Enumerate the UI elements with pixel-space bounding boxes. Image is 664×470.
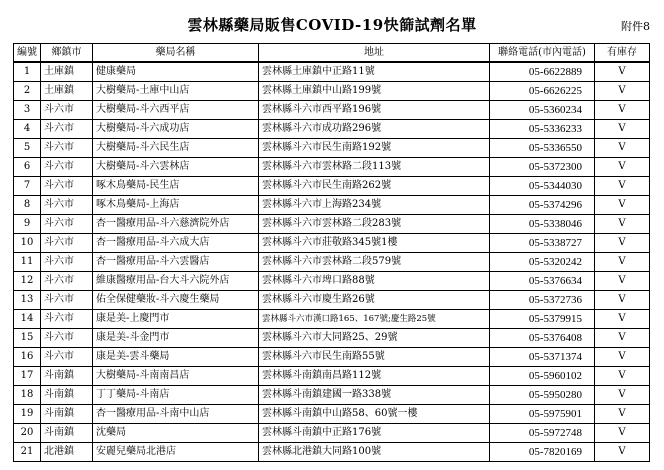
row-pharmacy-name: 大樹藥局-斗六民生店 <box>93 139 259 158</box>
row-number: 1 <box>14 62 41 82</box>
row-township: 斗南鎮 <box>41 424 93 443</box>
row-address: 雲林縣斗六市慶生路26號 <box>259 291 490 310</box>
row-in-stock: V <box>595 348 650 367</box>
table-row <box>14 405 650 424</box>
row-in-stock: V <box>595 234 650 253</box>
row-in-stock: V <box>595 386 650 405</box>
row-pharmacy-name: 健康藥局 <box>93 62 259 82</box>
row-pharmacy-name: 啄木鳥藥局-民生店 <box>93 177 259 196</box>
row-address: 雲林縣斗南鎮中正路176號 <box>259 424 490 443</box>
row-in-stock: V <box>595 291 650 310</box>
row-in-stock: V <box>595 424 650 443</box>
row-in-stock: V <box>595 443 650 462</box>
row-pharmacy-name: 杏一醫療用品-斗六成大店 <box>93 234 259 253</box>
row-number: 21 <box>14 443 41 462</box>
row-address: 雲林縣斗六市莊敬路345號1樓 <box>259 234 490 253</box>
row-address: 雲林縣斗六市民生南路262號 <box>259 177 490 196</box>
row-number: 6 <box>14 158 41 177</box>
row-township: 斗六市 <box>41 291 93 310</box>
row-number: 14 <box>14 310 41 329</box>
row-number: 2 <box>14 82 41 101</box>
row-in-stock: V <box>595 158 650 177</box>
row-address: 雲林縣斗六市埤口路88號 <box>259 272 490 291</box>
header-number: 編號 <box>14 44 41 63</box>
row-phone: 05-5338046 <box>490 215 595 234</box>
row-address: 雲林縣斗南鎮建國一路338號 <box>259 386 490 405</box>
row-phone: 05-5371374 <box>490 348 595 367</box>
table-row <box>14 139 650 158</box>
row-pharmacy-name: 佑全保健藥妝-斗六慶生藥局 <box>93 291 259 310</box>
row-phone: 05-5376408 <box>490 329 595 348</box>
table-row <box>14 272 650 291</box>
table-row <box>14 367 650 386</box>
row-township: 斗六市 <box>41 139 93 158</box>
row-pharmacy-name: 大樹藥局-斗六雲林店 <box>93 158 259 177</box>
table-row <box>14 386 650 405</box>
row-address: 雲林縣斗六市民生南路55號 <box>259 348 490 367</box>
row-pharmacy-name: 康是美-上慶門市 <box>93 310 259 329</box>
table-row <box>14 348 650 367</box>
row-township: 斗六市 <box>41 253 93 272</box>
table-row <box>14 158 650 177</box>
row-pharmacy-name: 啄木鳥藥局-上海店 <box>93 196 259 215</box>
attachment-label: 附件8 <box>621 20 650 33</box>
row-number: 16 <box>14 348 41 367</box>
document-title: 雲林縣藥局販售COVID-19快篩試劑名單 <box>187 16 477 34</box>
row-in-stock: V <box>595 405 650 424</box>
row-township: 斗六市 <box>41 329 93 348</box>
row-address: 雲林縣斗六市上海路234號 <box>259 196 490 215</box>
row-in-stock: V <box>595 177 650 196</box>
row-number: 3 <box>14 101 41 120</box>
row-number: 19 <box>14 405 41 424</box>
row-number: 13 <box>14 291 41 310</box>
row-phone: 05-5379915 <box>490 310 595 329</box>
row-township: 斗六市 <box>41 101 93 120</box>
row-phone: 05-5972748 <box>490 424 595 443</box>
table-row <box>14 215 650 234</box>
row-phone: 05-5320242 <box>490 253 595 272</box>
row-phone: 05-5372300 <box>490 158 595 177</box>
table-row <box>14 443 650 462</box>
row-phone: 05-5960102 <box>490 367 595 386</box>
header-pharmacy-name: 藥局名稱 <box>93 44 259 63</box>
row-phone: 05-5336550 <box>490 139 595 158</box>
row-in-stock: V <box>595 253 650 272</box>
row-pharmacy-name: 維康醫療用品-台大斗六院外店 <box>93 272 259 291</box>
table-row <box>14 234 650 253</box>
row-pharmacy-name: 大樹藥局-斗六西平店 <box>93 101 259 120</box>
table-row <box>14 253 650 272</box>
table-header-row <box>14 44 650 63</box>
row-township: 斗六市 <box>41 234 93 253</box>
row-township: 斗六市 <box>41 272 93 291</box>
table-row <box>14 424 650 443</box>
row-number: 18 <box>14 386 41 405</box>
row-phone: 05-5950280 <box>490 386 595 405</box>
row-township: 斗六市 <box>41 158 93 177</box>
row-township: 斗南鎮 <box>41 386 93 405</box>
header-address: 地址 <box>259 44 490 63</box>
row-address: 雲林縣土庫鎮中山路199號 <box>259 82 490 101</box>
table-row <box>14 82 650 101</box>
row-in-stock: V <box>595 367 650 386</box>
row-address: 雲林縣斗六市民生南路192號 <box>259 139 490 158</box>
row-pharmacy-name: 大樹藥局-斗六成功店 <box>93 120 259 139</box>
row-township: 斗六市 <box>41 348 93 367</box>
row-address: 雲林縣斗六市雲林路二段283號 <box>259 215 490 234</box>
row-phone: 05-7820169 <box>490 443 595 462</box>
row-in-stock: V <box>595 329 650 348</box>
table-row <box>14 196 650 215</box>
row-number: 15 <box>14 329 41 348</box>
row-address: 雲林縣北港鎮大同路100號 <box>259 443 490 462</box>
row-address: 雲林縣斗六市西平路196號 <box>259 101 490 120</box>
row-phone: 05-5360234 <box>490 101 595 120</box>
row-address: 雲林縣斗六市雲林路二段113號 <box>259 158 490 177</box>
row-number: 5 <box>14 139 41 158</box>
row-pharmacy-name: 康是美-雲斗藥局 <box>93 348 259 367</box>
row-phone: 05-6626225 <box>490 82 595 101</box>
row-in-stock: V <box>595 139 650 158</box>
header-phone: 聯絡電話(市內電話) <box>490 44 595 63</box>
row-number: 4 <box>14 120 41 139</box>
row-township: 北港鎮 <box>41 443 93 462</box>
table-row <box>14 329 650 348</box>
table-row <box>14 101 650 120</box>
row-number: 12 <box>14 272 41 291</box>
row-in-stock: V <box>595 310 650 329</box>
row-pharmacy-name: 安麗兒藥局北港店 <box>93 443 259 462</box>
row-number: 9 <box>14 215 41 234</box>
row-pharmacy-name: 康是美-斗金門市 <box>93 329 259 348</box>
row-number: 10 <box>14 234 41 253</box>
row-phone: 05-5372736 <box>490 291 595 310</box>
row-phone: 05-5376634 <box>490 272 595 291</box>
row-address: 雲林縣斗南鎮南昌路112號 <box>259 367 490 386</box>
row-pharmacy-name: 大樹藥局-斗南南昌店 <box>93 367 259 386</box>
table-row <box>14 62 650 82</box>
row-phone: 05-5975901 <box>490 405 595 424</box>
row-pharmacy-name: 杏一醫療用品-斗六慈濟院外店 <box>93 215 259 234</box>
row-in-stock: V <box>595 82 650 101</box>
row-township: 斗六市 <box>41 310 93 329</box>
row-township: 斗南鎮 <box>41 405 93 424</box>
row-phone: 05-5344030 <box>490 177 595 196</box>
row-number: 7 <box>14 177 41 196</box>
row-in-stock: V <box>595 101 650 120</box>
row-in-stock: V <box>595 272 650 291</box>
table-row <box>14 120 650 139</box>
row-phone: 05-6622889 <box>490 62 595 82</box>
row-number: 20 <box>14 424 41 443</box>
row-township: 斗六市 <box>41 196 93 215</box>
row-pharmacy-name: 大樹藥局-土庫中山店 <box>93 82 259 101</box>
row-number: 8 <box>14 196 41 215</box>
row-township: 斗六市 <box>41 215 93 234</box>
row-address: 雲林縣斗六市漢口路165、167號;慶生路25號 <box>259 310 490 329</box>
row-township: 斗南鎮 <box>41 367 93 386</box>
row-in-stock: V <box>595 62 650 82</box>
pharmacy-table <box>13 43 650 462</box>
row-in-stock: V <box>595 196 650 215</box>
row-pharmacy-name: 杏一醫療用品-斗南中山店 <box>93 405 259 424</box>
row-number: 11 <box>14 253 41 272</box>
row-address: 雲林縣斗六市雲林路二段579號 <box>259 253 490 272</box>
row-pharmacy-name: 丁丁藥局-斗南店 <box>93 386 259 405</box>
table-row <box>14 310 650 329</box>
row-address: 雲林縣斗六市大同路25、29號 <box>259 329 490 348</box>
row-in-stock: V <box>595 120 650 139</box>
row-township: 土庫鎮 <box>41 82 93 101</box>
row-pharmacy-name: 杏一醫療用品-斗六雲醫店 <box>93 253 259 272</box>
table-row <box>14 291 650 310</box>
row-address: 雲林縣斗南鎮中山路58、60號一樓 <box>259 405 490 424</box>
row-phone: 05-5374296 <box>490 196 595 215</box>
row-in-stock: V <box>595 215 650 234</box>
row-address: 雲林縣土庫鎮中正路11號 <box>259 62 490 82</box>
row-township: 斗六市 <box>41 177 93 196</box>
table-body <box>14 62 650 462</box>
row-phone: 05-5336233 <box>490 120 595 139</box>
row-address: 雲林縣斗六市成功路296號 <box>259 120 490 139</box>
row-township: 土庫鎮 <box>41 62 93 82</box>
table-row <box>14 177 650 196</box>
row-township: 斗六市 <box>41 120 93 139</box>
row-pharmacy-name: 沈藥局 <box>93 424 259 443</box>
row-phone: 05-5338727 <box>490 234 595 253</box>
row-number: 17 <box>14 367 41 386</box>
header-in-stock: 有庫存 <box>595 44 650 63</box>
header-township: 鄉鎮市 <box>41 44 93 63</box>
